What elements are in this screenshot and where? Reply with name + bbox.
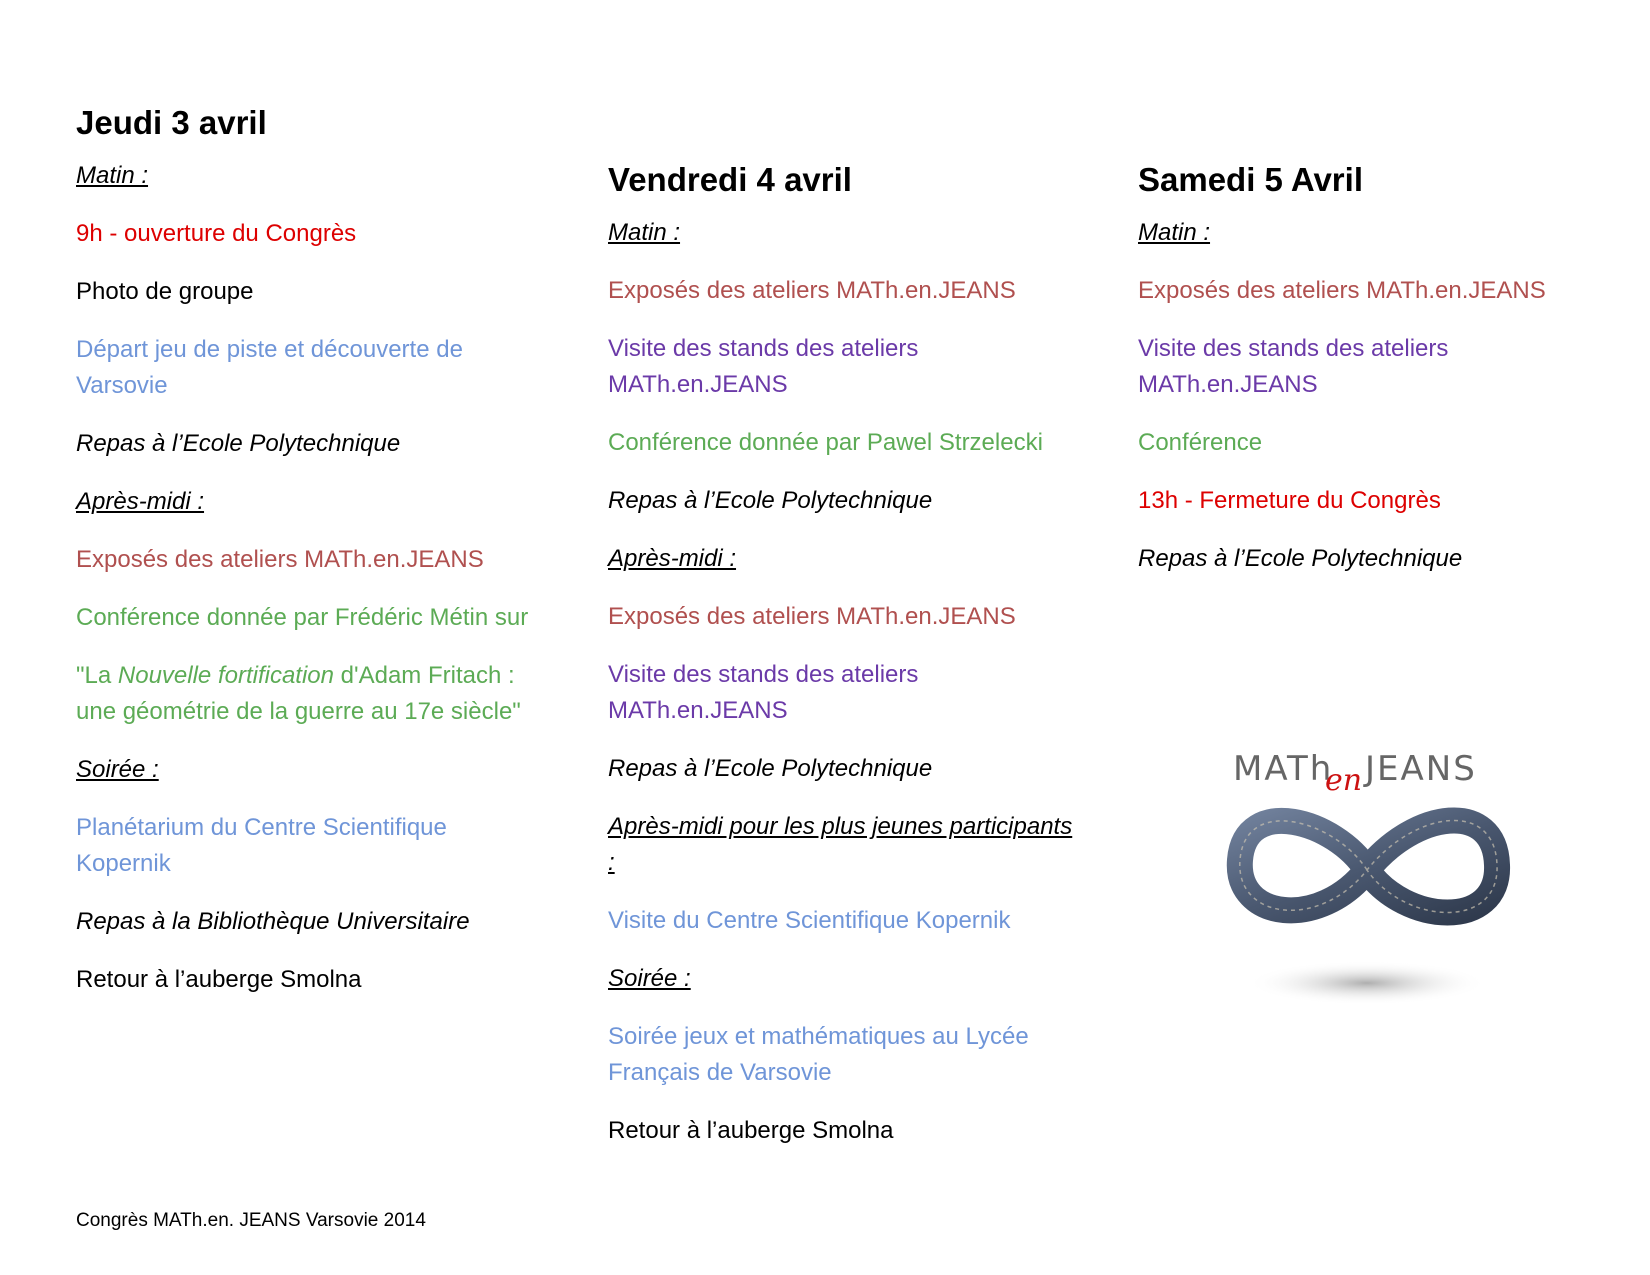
section-heading: Matin : bbox=[76, 162, 149, 189]
day-title: Samedi 5 Avril bbox=[1138, 161, 1363, 198]
quote-before: "La bbox=[76, 662, 118, 689]
program-item: Exposés des ateliers MATh.en.JEANS bbox=[1138, 277, 1546, 304]
section-heading: Après-midi : bbox=[76, 488, 205, 515]
program-item: Visite des stands des ateliers MATh.en.JEANS bbox=[1138, 335, 1449, 398]
section-heading: Soirée : bbox=[76, 756, 159, 783]
program-item: 9h - ouverture du Congrès bbox=[76, 220, 357, 247]
program-item: Planétarium du Centre Scientifique Kopernik bbox=[76, 814, 447, 877]
quote-emphasis: Nouvelle fortification bbox=[117, 662, 334, 689]
quote-after: d'Adam Fritach : une géométrie de la guerre au 17e siècle" bbox=[76, 662, 521, 725]
logo-left-text: MATh bbox=[1233, 749, 1334, 789]
program-item: 13h - Fermeture du Congrès bbox=[1138, 487, 1441, 514]
mathenjeans-logo bbox=[1225, 745, 1515, 1025]
program-item: Conférence donnée par Pawel Strzelecki bbox=[608, 429, 1043, 456]
day-column-saturday bbox=[1138, 159, 1608, 599]
program-item: Repas à la Bibliothèque Universitaire bbox=[76, 908, 470, 935]
program-item: Exposés des ateliers MATh.en.JEANS bbox=[76, 546, 484, 573]
program-item: Départ jeu de piste et découverte de Varsovie bbox=[76, 336, 463, 399]
logo-middle-text: en bbox=[1325, 763, 1363, 798]
section-heading: Matin : bbox=[1138, 219, 1211, 246]
conference-title bbox=[76, 658, 546, 730]
logo-right-text: JEANS bbox=[1365, 749, 1477, 789]
section-heading: Soirée : bbox=[608, 965, 691, 992]
program-item: Retour à l’auberge Smolna bbox=[76, 966, 362, 993]
program-item: Retour à l’auberge Smolna bbox=[608, 1117, 894, 1144]
section-heading: Après-midi : bbox=[608, 545, 737, 572]
day-title: Jeudi 3 avril bbox=[76, 104, 267, 141]
day-column-thursday bbox=[76, 102, 546, 1020]
program-item: Repas à l’Ecole Polytechnique bbox=[608, 487, 933, 514]
program-item: Visite du Centre Scientifique Kopernik bbox=[608, 907, 1011, 934]
program-item: Visite des stands des ateliers MATh.en.JEANS bbox=[608, 335, 919, 398]
section-heading: Matin : bbox=[608, 219, 681, 246]
program-item: Photo de groupe bbox=[76, 278, 254, 305]
day-title: Vendredi 4 avril bbox=[608, 161, 852, 198]
program-item: Repas à l’Ecole Polytechnique bbox=[608, 755, 933, 782]
program-item: Repas à l’Ecole Polytechnique bbox=[1138, 545, 1463, 572]
program-item: Conférence donnée par Frédéric Métin sur bbox=[76, 604, 529, 631]
program-item: Soirée jeux et mathématiques au Lycée Français de Varsovie bbox=[608, 1023, 1029, 1086]
footer-text: Congrès MATh.en. JEANS Varsovie 2014 bbox=[76, 1210, 426, 1231]
section-heading: Après-midi pour les plus jeunes participants : bbox=[608, 813, 1073, 876]
program-item: Exposés des ateliers MATh.en.JEANS bbox=[608, 277, 1016, 304]
infinity-logo-icon bbox=[1225, 745, 1515, 1025]
program-item: Exposés des ateliers MATh.en.JEANS bbox=[608, 603, 1016, 630]
program-item: Repas à l’Ecole Polytechnique bbox=[76, 430, 401, 457]
day-column-friday bbox=[608, 159, 1078, 1171]
program-item: Conférence bbox=[1138, 429, 1263, 456]
program-item: Visite des stands des ateliers MATh.en.JEANS bbox=[608, 661, 919, 724]
